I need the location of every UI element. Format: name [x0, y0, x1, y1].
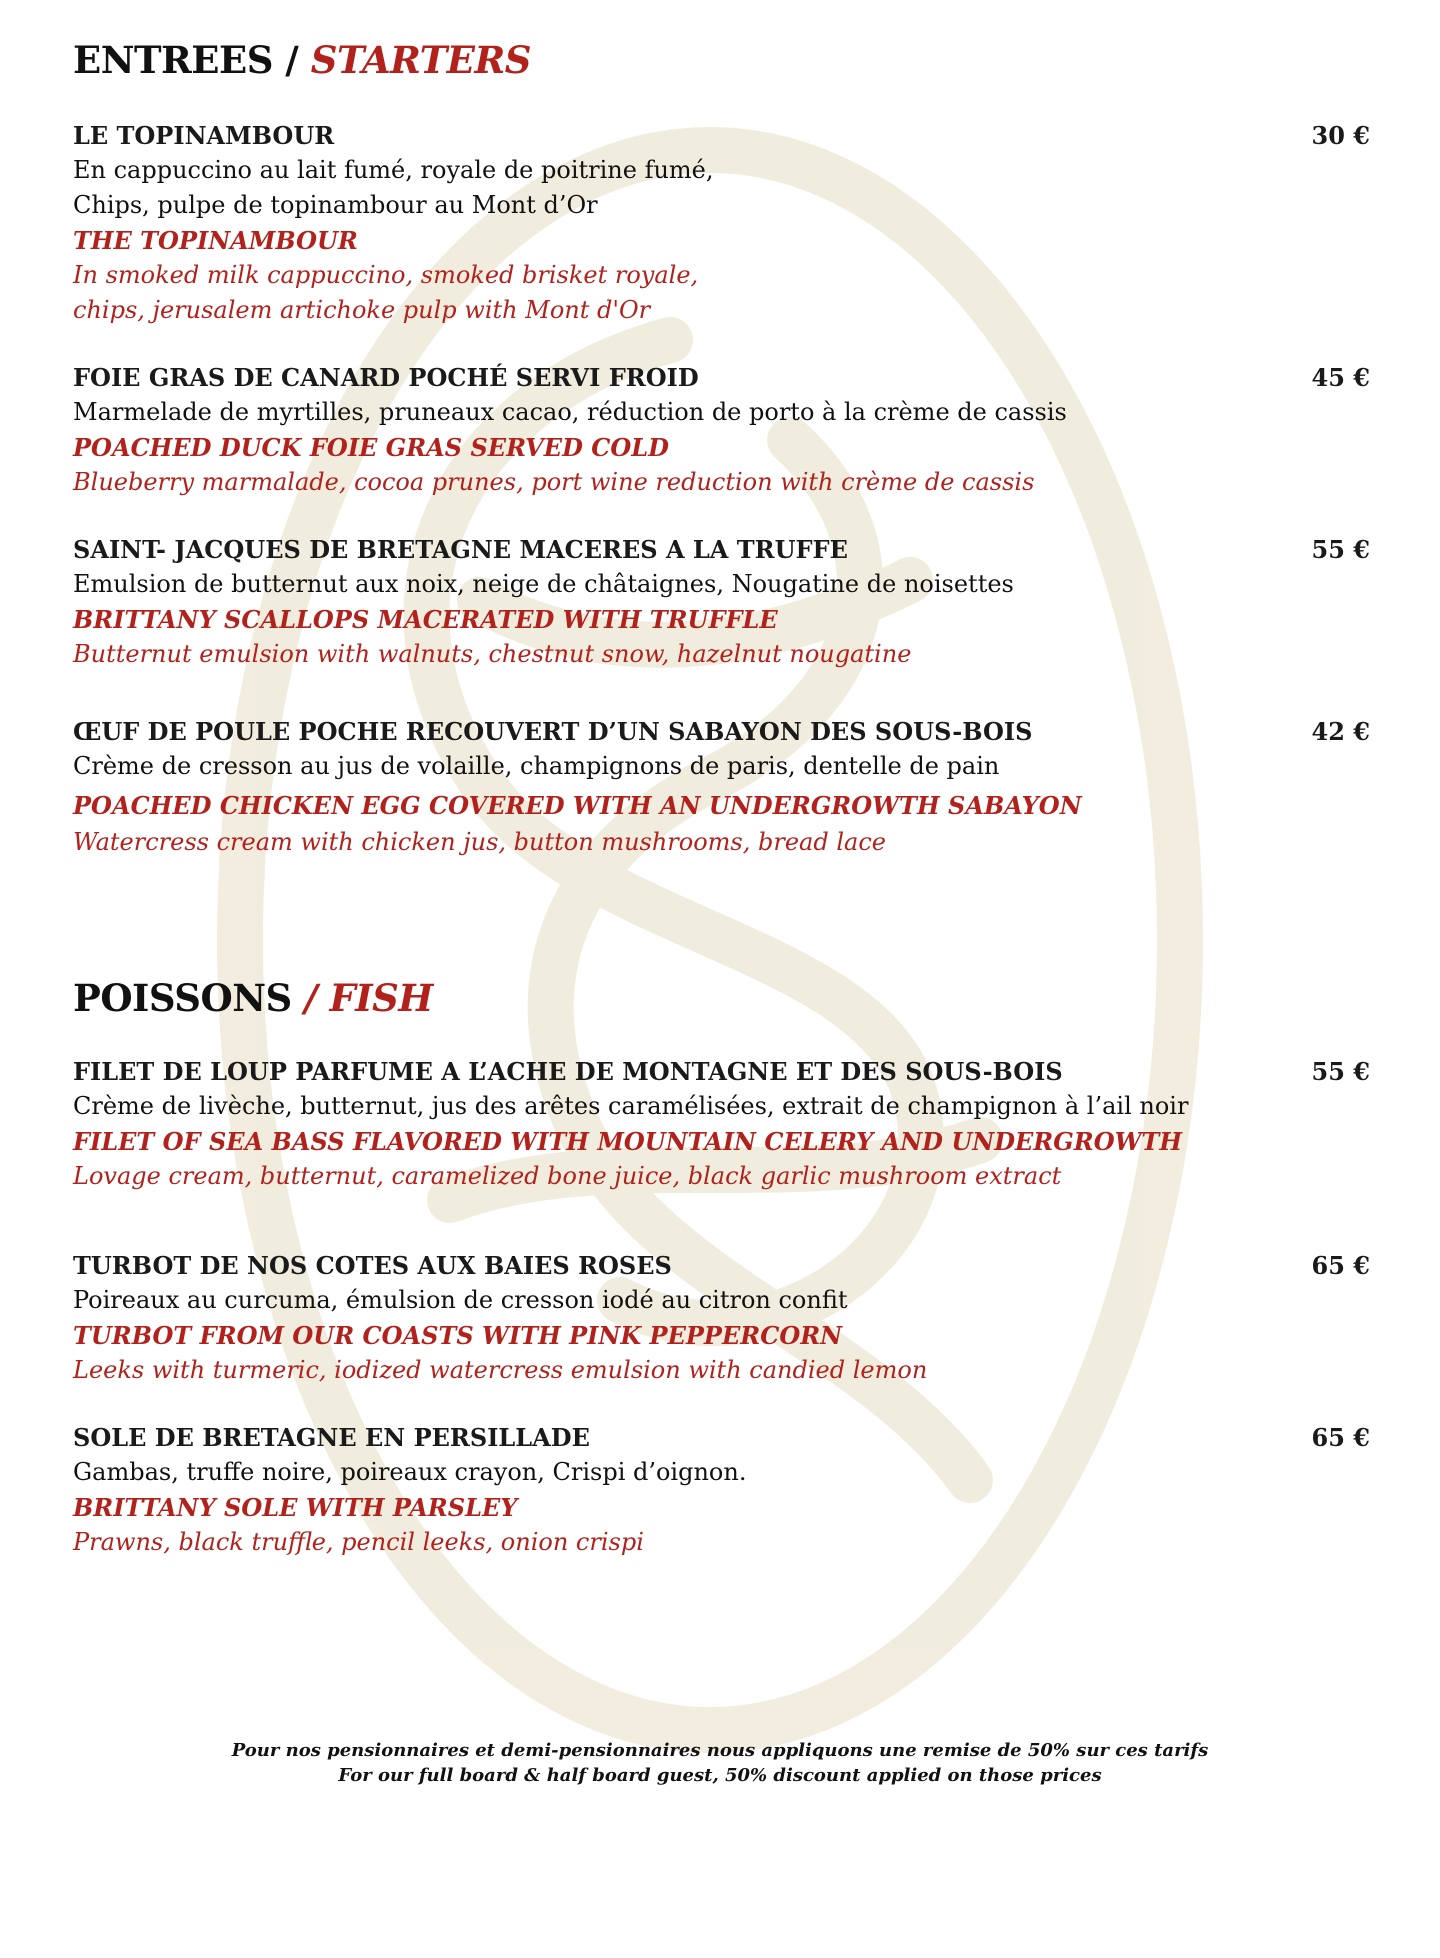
menu-item — [73, 1248, 1373, 1388]
dish-name-fr: FILET DE LOUP PARFUME A L’ACHE DE MONTAGNE ET DES SOUS-BOIS — [73, 1057, 1063, 1086]
dish-description-fr: Poireaux au curcuma, émulsion de cresson iodé au citron confit — [73, 1286, 848, 1314]
dish-description-en: Lovage cream, butternut, caramelized bone juice, black garlic mushroom extract — [73, 1162, 1062, 1190]
dish-description-fr: Chips, pulpe de topinambour au Mont d’Or — [73, 191, 598, 219]
dish-name-fr: FOIE GRAS DE CANARD POCHÉ SERVI FROID — [73, 363, 699, 392]
footer-note — [0, 1738, 1440, 1788]
section-title-fr: POISSONS — [73, 976, 305, 1020]
footer-note-en: For our full board & half board guest, 50% discount applied on those prices — [338, 1765, 1102, 1786]
dish-description-en: Watercress cream with chicken jus, button mushrooms, bread lace — [73, 828, 886, 856]
dish-name-fr: LE TOPINAMBOUR — [73, 121, 335, 150]
menu-item — [73, 532, 1373, 672]
dish-description-en: In smoked milk cappuccino, smoked brisket royale, — [73, 261, 699, 289]
dish-name-en: BRITTANY SCALLOPS MACERATED WITH TRUFFLE — [73, 605, 778, 634]
dish-description-en: chips, jerusalem artichoke pulp with Mont d'Or — [73, 296, 651, 324]
dish-description-fr: Gambas, truffe noire, poireaux crayon, Crispi d’oignon. — [73, 1458, 747, 1486]
dish-name-fr: SAINT- JACQUES DE BRETAGNE MACERES A LA TRUFFE — [73, 535, 848, 564]
menu-item — [73, 1420, 1373, 1560]
dish-name-en: BRITTANY SOLE WITH PARSLEY — [73, 1493, 518, 1522]
dish-description-fr: Crème de cresson au jus de volaille, champignons de paris, dentelle de pain — [73, 752, 1000, 780]
dish-description-en: Butternut emulsion with walnuts, chestnut snow, hazelnut nougatine — [73, 640, 912, 668]
dish-price: 42 € — [1311, 717, 1370, 746]
dish-description-en: Leeks with turmeric, iodized watercress emulsion with candied lemon — [73, 1356, 928, 1384]
dish-description-fr: Emulsion de butternut aux noix, neige de châtaignes, Nougatine de noisettes — [73, 570, 1014, 598]
dish-name-en: POACHED DUCK FOIE GRAS SERVED COLD — [73, 433, 669, 462]
section-title-en: STARTERS — [310, 38, 531, 82]
dish-description-fr: Crème de livèche, butternut, jus des arêtes caramélisées, extrait de champignon à l’ail noir — [73, 1092, 1189, 1120]
dish-name-en: TURBOT FROM OUR COASTS WITH PINK PEPPERCORN — [73, 1321, 843, 1350]
section-title-en: / FISH — [304, 976, 433, 1020]
dish-price: 45 € — [1311, 363, 1370, 392]
menu-item — [73, 360, 1373, 500]
dish-description-fr: En cappuccino au lait fumé, royale de poitrine fumé, — [73, 156, 714, 184]
dish-name-fr: SOLE DE BRETAGNE EN PERSILLADE — [73, 1423, 590, 1452]
dish-price: 65 € — [1311, 1251, 1370, 1280]
section-title-fish — [73, 976, 433, 1020]
dish-price: 55 € — [1311, 1057, 1370, 1086]
dish-description-en: Blueberry marmalade, cocoa prunes, port wine reduction with crème de cassis — [73, 468, 1035, 496]
dish-price: 30 € — [1311, 121, 1370, 150]
menu-item — [73, 714, 1373, 860]
section-title-fr: ENTREES / — [73, 38, 311, 82]
dish-name-fr: TURBOT DE NOS COTES AUX BAIES ROSES — [73, 1251, 672, 1280]
section-title-starters — [73, 38, 531, 82]
dish-description-fr: Marmelade de myrtilles, pruneaux cacao, réduction de porto à la crème de cassis — [73, 398, 1067, 426]
dish-description-en: Prawns, black truffle, pencil leeks, onion crispi — [73, 1528, 644, 1556]
dish-name-fr: ŒUF DE POULE POCHE RECOUVERT D’UN SABAYON DES SOUS-BOIS — [73, 717, 1033, 746]
dish-name-en: THE TOPINAMBOUR — [73, 226, 358, 255]
dish-name-en: POACHED CHICKEN EGG COVERED WITH AN UNDERGROWTH SABAYON — [73, 791, 1082, 820]
dish-name-en: FILET OF SEA BASS FLAVORED WITH MOUNTAIN CELERY AND UNDERGROWTH — [73, 1127, 1183, 1156]
menu-item — [73, 1054, 1373, 1194]
dish-price: 65 € — [1311, 1423, 1370, 1452]
dish-price: 55 € — [1311, 535, 1370, 564]
footer-note-fr: Pour nos pensionnaires et demi-pensionnaires nous appliquons une remise de 50% sur ces tarifs — [231, 1740, 1209, 1761]
menu-item — [73, 118, 1373, 328]
